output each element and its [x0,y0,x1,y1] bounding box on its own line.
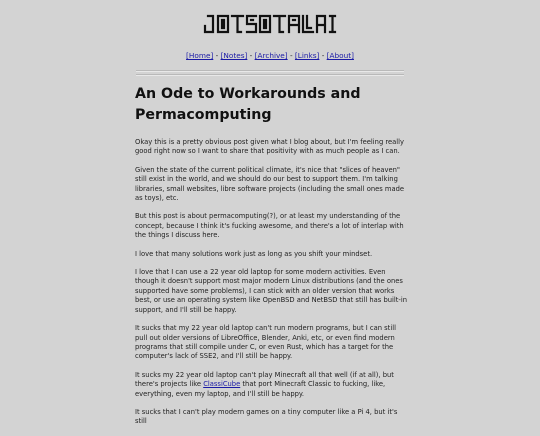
logo-glyphs [203,12,337,36]
site-logo[interactable] [203,12,337,36]
post-paragraph: I love that I can use a 22 year old laptop for some modern activities. Even though it doesn't support most major modern Linux distributions (and the ones supported have some problems), I can stick with an older version that works best, or use an operating system like OpenBSD and NetBSD that still has built-in support, and I'll still be happy. [135,268,407,314]
nav-separator: - [213,51,221,60]
post-text: It sucks my 22 year old laptop can't play Minecraft all that well (if at all), but there's projects like [135,370,394,389]
nav-separator: - [319,51,327,60]
header-divider [136,74,404,76]
nav-separator: - [287,51,295,60]
post-paragraph: It sucks that I can't play modern games on a tiny computer like a Pi 4, but it's still [135,407,398,426]
post-paragraph: It sucks that my 22 year old laptop can't run modern programs, but I can still pull out older versions of LibreOffice, Blender, Anki, etc, or even find modern programs that still compile under C, or even Rust, which has a target for the computer's lack of SSE2, and I'll still be happy. [135,324,396,361]
post-paragraph: But this post is about permacomputing(?), or at least my understanding of the concept, because I think it's fucking awesome, and there's a lot of interlap with the things I discuss here. [135,212,404,240]
post-text: that port Minecraft Classic to fucking, like, everything, even my laptop, and I'll still be happy. [135,380,386,398]
post-title: An Ode to Workarounds and Permacomputing [135,86,361,123]
post-paragraph: Okay this is a pretty obvious post given what I blog about, but I'm feeling really good right now so I want to share that positivity with as much people as I can. [135,138,405,156]
nav-link-notes[interactable]: [Notes] [220,51,248,60]
post-paragraph [135,371,407,399]
nav-separator: - [247,51,255,60]
classicube-link[interactable]: ClassiCube [203,380,241,389]
header-divider [136,70,404,72]
nav-link-links[interactable]: [Links] [294,51,320,60]
post-paragraph: Given the state of the current political climate, it's nice that "slices of heaven" still exist in the world, and we should do our best to support them. I'm talking libraries, small websites, libre software projects (including the small ones made as toys), etc. [135,165,405,203]
site-nav [0,51,540,61]
post-content [135,84,407,436]
post-paragraph: I love that many solutions work just as long as you shift your mindset. [135,249,373,258]
nav-link-home[interactable]: [Home] [186,51,214,60]
nav-link-about[interactable]: [About] [326,51,354,60]
nav-link-archive[interactable]: [Archive] [254,51,288,60]
